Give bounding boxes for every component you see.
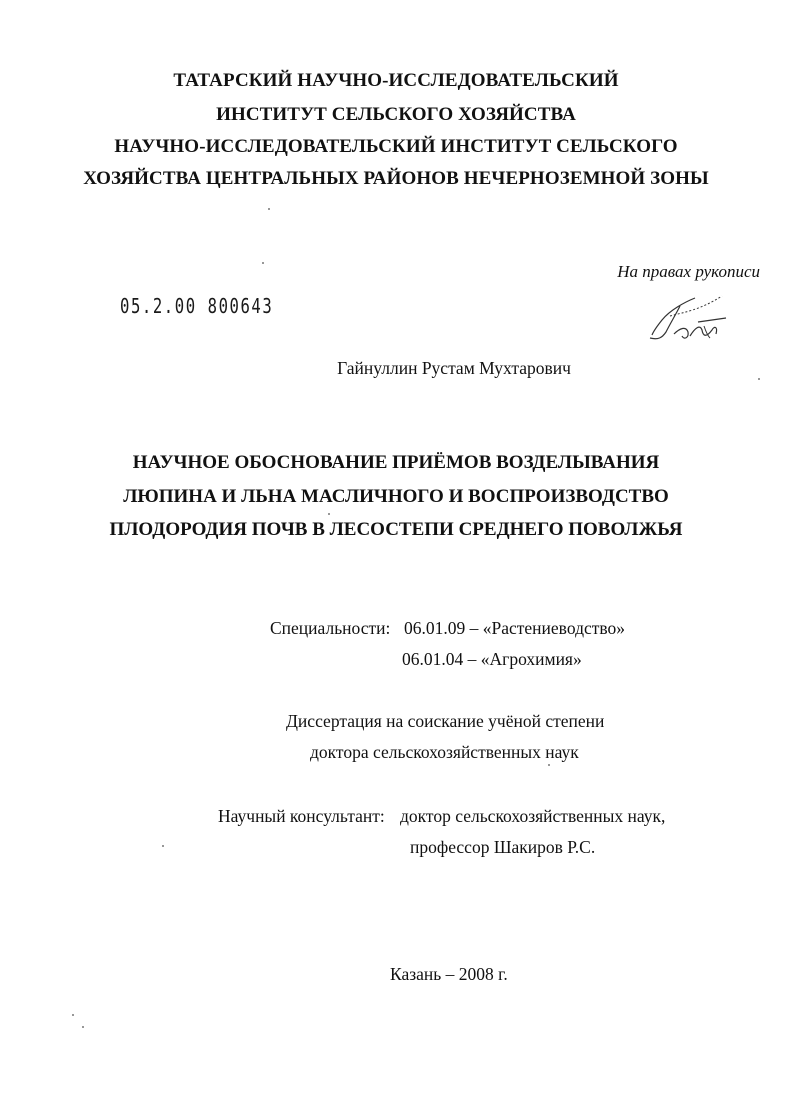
scan-speck [162,845,164,847]
specialties-label: Специальности: [270,618,391,638]
scan-speck [758,378,760,380]
scan-speck [268,208,270,210]
author-name [0,358,792,379]
scan-speck [72,1014,74,1016]
title-line-3: ПЛОДОРОДИЯ ПОЧВ В ЛЕСОСТЕПИ СРЕДНЕГО ПОВОЛЖЬЯ [109,519,683,540]
consultant-degree: доктор сельскохозяйственных наук, [400,806,666,826]
manuscript-note: На правах рукописи [617,262,760,281]
institution-line-2: ИНСТИТУТ СЕЛЬСКОГО ХОЗЯЙСТВА [216,104,576,125]
consultant-label: Научный консультант: [218,806,385,826]
signature-icon [640,280,740,350]
specialty-1: 06.01.09 – «Растениеводство» [404,618,626,638]
scan-speck [82,1026,84,1028]
degree-line-2: доктора сельскохозяйственных наук [310,742,579,762]
scan-speck [262,262,264,264]
institution-line-3: НАУЧНО-ИССЛЕДОВАТЕЛЬСКИЙ ИНСТИТУТ СЕЛЬСКОГО [114,136,678,157]
author-name-text: Гайнуллин Рустам Мухтарович [337,358,571,378]
degree-line-1: Диссертация на соискание учёной степени [286,711,605,731]
registration-code: 05.2.00 800643 [120,294,274,318]
scan-speck [548,764,550,766]
title-line-2: ЛЮПИНА И ЛЬНА МАСЛИЧНОГО И ВОСПРОИЗВОДСТВО [123,486,669,507]
place-year: Казань – 2008 г. [390,964,508,984]
specialty-2: 06.01.04 – «Агрохимия» [402,649,582,669]
scan-speck [328,513,330,515]
institution-line-1: ТАТАРСКИЙ НАУЧНО-ИССЛЕДОВАТЕЛЬСКИЙ [173,70,619,91]
consultant-name: профессор Шакиров Р.С. [410,837,596,857]
institution-line-4: ХОЗЯЙСТВА ЦЕНТРАЛЬНЫХ РАЙОНОВ НЕЧЕРНОЗЕМНОЙ ЗОНЫ [83,168,709,189]
title-line-1: НАУЧНОЕ ОБОСНОВАНИЕ ПРИЁМОВ ВОЗДЕЛЫВАНИЯ [132,452,660,473]
